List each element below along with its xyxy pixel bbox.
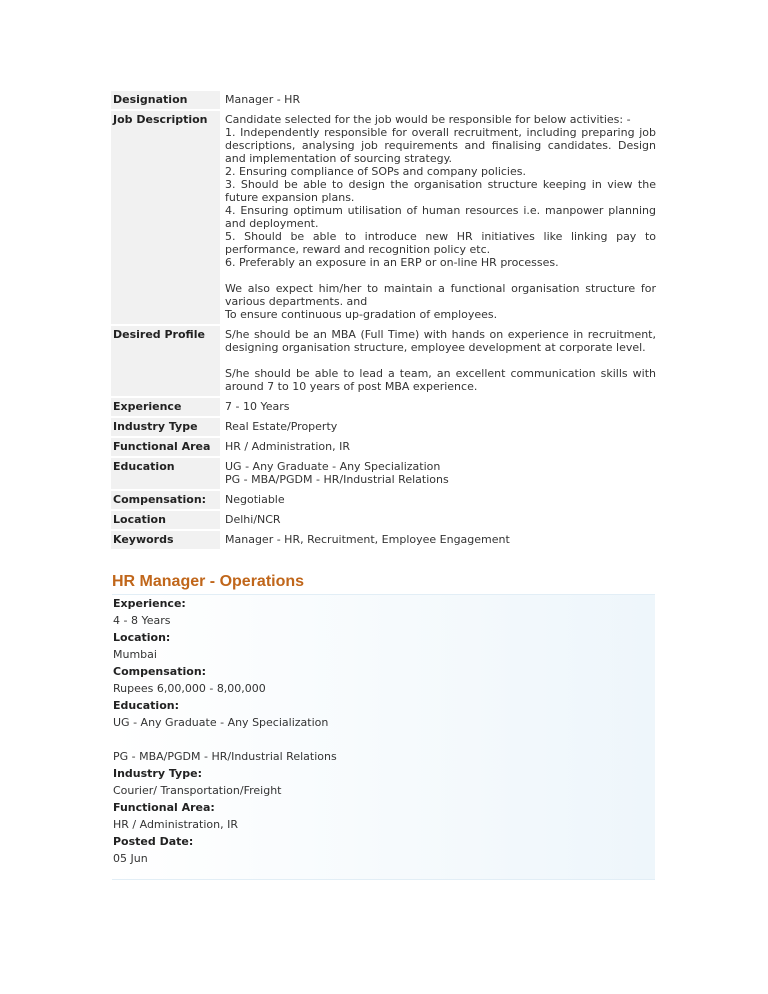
ops-education-ug: UG - Any Graduate - Any Specialization	[113, 716, 329, 729]
ops-functional-label: Functional Area:	[113, 801, 215, 814]
job-description-line: 2. Ensuring compliance of SOPs and company policies.	[225, 165, 526, 178]
ops-education-pg: PG - MBA/PGDM - HR/Industrial Relations	[113, 750, 337, 763]
functional-area-row	[111, 438, 656, 456]
designation-label: Designation	[111, 91, 220, 109]
location-label: Location	[111, 511, 220, 529]
ops-functional-value: HR / Administration, IR	[113, 818, 238, 831]
keywords-label: Keywords	[111, 531, 220, 549]
job-description-line: 6. Preferably an exposure in an ERP or on-line HR processes.	[225, 256, 559, 269]
job-description-label: Job Description	[111, 111, 220, 324]
functional-area-value: HR / Administration, IR	[225, 440, 350, 453]
industry-type-value: Real Estate/Property	[225, 420, 338, 433]
ops-posted-label: Posted Date:	[113, 835, 194, 848]
job-description-line: 3. Should be able to design the organisation structure keeping in view the future expansion plans.	[225, 178, 656, 204]
designation-value: Manager - HR	[225, 93, 301, 106]
location-value: Delhi/NCR	[225, 513, 281, 526]
job-description-extra: To ensure continuous up-gradation of employees.	[225, 308, 498, 321]
functional-area-label: Functional Area	[111, 438, 220, 456]
ops-posted-value: 05 Jun	[113, 852, 148, 865]
ops-education-label: Education:	[113, 699, 179, 712]
education-pg: PG - MBA/PGDM - HR/Industrial Relations	[225, 473, 449, 486]
compensation-value: Negotiable	[225, 493, 285, 506]
industry-type-label: Industry Type	[111, 418, 220, 436]
operations-job-panel	[112, 594, 655, 880]
location-row	[111, 511, 656, 529]
job-description-value	[220, 111, 656, 324]
designation-row	[111, 91, 656, 109]
keywords-value: Manager - HR, Recruitment, Employee Engagement	[225, 533, 510, 546]
job-description-line: Candidate selected for the job would be responsible for below activities: -	[225, 113, 631, 126]
job-description-line: 5. Should be able to introduce new HR initiatives like linking pay to performance, reward and recognition policy etc.	[225, 230, 656, 256]
job-description-line: 4. Ensuring optimum utilisation of human resources i.e. manpower planning and deployment.	[225, 204, 656, 230]
education-label: Education	[111, 458, 220, 489]
compensation-label: Compensation:	[111, 491, 220, 509]
desired-profile-row	[111, 326, 656, 396]
experience-label: Experience	[111, 398, 220, 416]
ops-experience-label: Experience:	[113, 597, 186, 610]
job-details-table	[111, 91, 656, 551]
ops-experience-value: 4 - 8 Years	[113, 614, 171, 627]
ops-compensation-value: Rupees 6,00,000 - 8,00,000	[113, 682, 266, 695]
compensation-row	[111, 491, 656, 509]
ops-location-value: Mumbai	[113, 648, 157, 661]
education-ug: UG - Any Graduate - Any Specialization	[225, 460, 441, 473]
desired-profile-para: S/he should be able to lead a team, an excellent communication skills with around 7 to 10 years of post MBA experience.	[225, 367, 656, 393]
ops-industry-label: Industry Type:	[113, 767, 202, 780]
job-description-extra: We also expect him/her to maintain a functional organisation structure for various departments. and	[225, 282, 656, 308]
ops-industry-value: Courier/ Transportation/Freight	[113, 784, 282, 797]
job-description-row	[111, 111, 656, 324]
experience-row	[111, 398, 656, 416]
experience-value: 7 - 10 Years	[225, 400, 290, 413]
desired-profile-label: Desired Profile	[111, 326, 220, 396]
job-description-line: 1. Independently responsible for overall recruitment, including preparing job descriptions, analysing job requirements and finalising candidates. Design and implementation of sourcing strategy.	[225, 126, 656, 165]
education-value	[220, 458, 656, 489]
keywords-row	[111, 531, 656, 549]
desired-profile-value	[220, 326, 656, 396]
operations-job-title[interactable]: HR Manager - Operations	[112, 573, 305, 590]
industry-type-row	[111, 418, 656, 436]
ops-location-label: Location:	[113, 631, 171, 644]
education-row	[111, 458, 656, 489]
ops-compensation-label: Compensation:	[113, 665, 207, 678]
desired-profile-para: S/he should be an MBA (Full Time) with hands on experience in recruitment, designing organisation structure, employee development at corporate level.	[225, 328, 656, 354]
